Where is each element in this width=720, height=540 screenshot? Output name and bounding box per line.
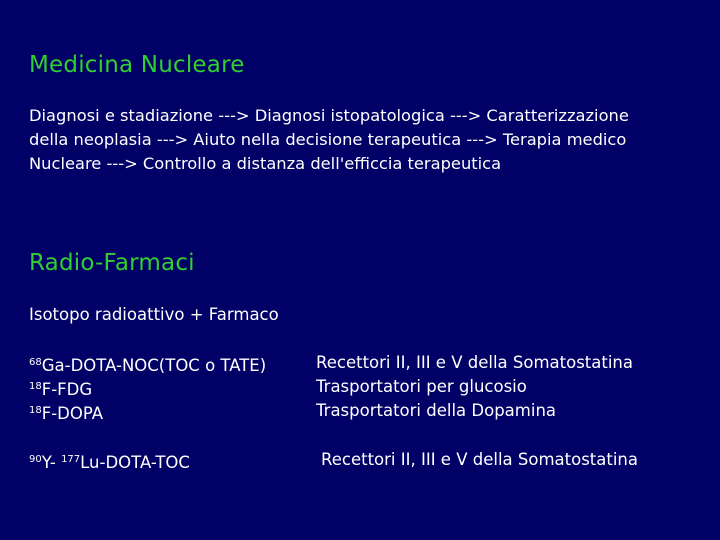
- paragraph-line: della neoplasia ---> Aiuto nella decisione terapeutica ---> Terapia medico: [29, 130, 627, 149]
- tracer-name: Lu-DOTA-TOC: [80, 453, 190, 472]
- section-title-medicina-nucleare: Medicina Nucleare: [29, 52, 245, 78]
- isotope-mass: 18: [29, 381, 42, 392]
- isotope-mass: 18: [29, 405, 42, 416]
- tracer-name: Ga-DOTA-NOC(TOC o TATE): [41, 356, 267, 375]
- target-somatostatin-receptors: Recettori II, III e V della Somatostatina: [316, 353, 634, 372]
- section-title-radio-farmaci: Radio-Farmaci: [29, 250, 195, 276]
- therapy-tracer: [29, 448, 190, 474]
- isotope-mass: 177: [61, 454, 81, 465]
- tracer-ga68: [29, 351, 266, 377]
- target-dopamine-transporters: Trasportatori della Dopamina: [316, 401, 557, 420]
- target-glucose-transporters: Trasportatori per glucosio: [316, 377, 527, 396]
- therapy-target: Recettori II, III e V della Somatostatina: [321, 450, 639, 469]
- tracer-name: F-DOPA: [41, 404, 104, 423]
- diagnosis-flow-paragraph: [29, 104, 699, 176]
- tracer-f18-dopa: [29, 399, 103, 425]
- tracer-name: Y-: [41, 453, 62, 472]
- paragraph-line: Diagnosi e stadiazione ---> Diagnosi istopatologica ---> Caratterizzazione: [29, 106, 629, 125]
- paragraph-line: Nucleare ---> Controllo a distanza dell'efficcia terapeutica: [29, 154, 502, 173]
- tracer-f18-fdg: [29, 375, 92, 401]
- isotope-mass: 90: [29, 454, 42, 465]
- isotope-mass: 68: [29, 357, 42, 368]
- tracer-name: F-FDG: [41, 380, 93, 399]
- radiopharmaceutical-definition: Isotopo radioattivo + Farmaco: [29, 305, 279, 324]
